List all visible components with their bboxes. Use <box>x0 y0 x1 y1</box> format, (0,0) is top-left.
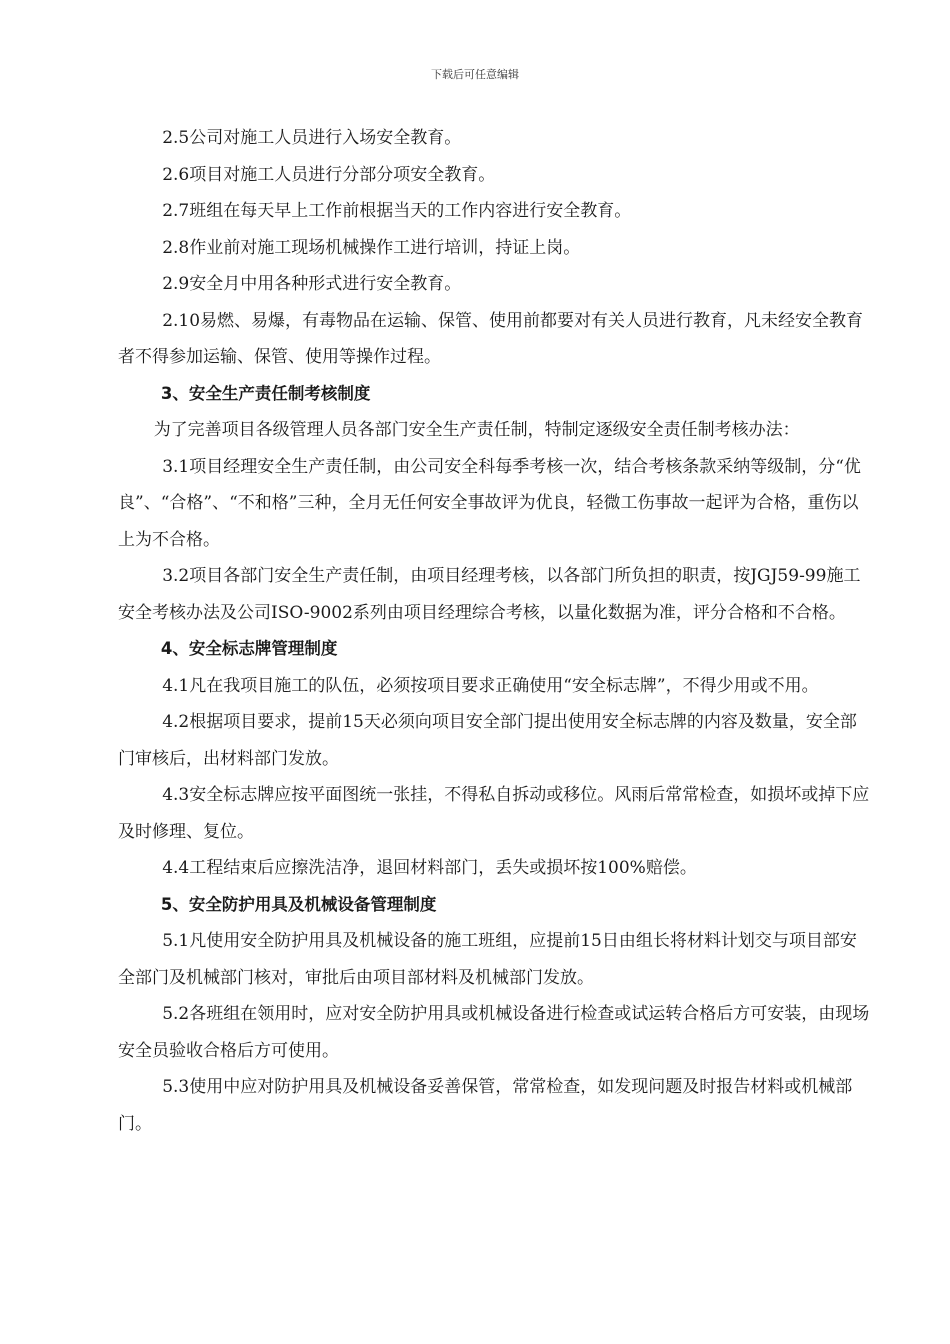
paragraph: 2.10易燃、易爆，有毒物品在运输、保管、使用前都要对有关人员进行教育，凡未经安全教育者不得参加运输、保管、使用等操作过程。 <box>118 310 864 367</box>
paragraph: 2.8作业前对施工现场机械操作工进行培训，持证上岗。 <box>162 237 581 258</box>
paragraph: 4.2根据项目要求，提前15天必须向项目安全部门提出使用安全标志牌的内容及数量，安全部门审核后，出材料部门发放。 <box>118 712 857 769</box>
paragraph: 4.4工程结束后应擦洗洁净，退回材料部门，丢失或损坏按100%赔偿。 <box>162 858 697 878</box>
paragraph: 为了完善项目各级管理人员各部门安全生产责任制，特制定逐级安全责任制考核办法： <box>153 420 800 440</box>
section-heading: 3、安全生产责任制考核制度 <box>160 383 371 403</box>
paragraph: 4.3安全标志牌应按平面图统一张挂，不得私自拆动或移位。风雨后常常检查，如损坏或掉下应及时修理、复位。 <box>118 785 870 842</box>
paragraph: 5.1凡使用安全防护用具及机械设备的施工班组，应提前15日由组长将材料计划交与项目部安全部门及机械部门核对，审批后由项目部材料及机械部门发放。 <box>118 931 857 988</box>
section-heading: 5、安全防护用具及机械设备管理制度 <box>160 894 437 914</box>
paragraph: 2.9安全月中用各种形式进行安全教育。 <box>162 274 462 294</box>
paragraph: 3.1项目经理安全生产责任制，由公司安全科每季考核一次，结合考核条款采纳等级制，分“优良”、“合格”、“不和格”三种，全月无任何安全事故评为优良，轻微工伤事故一起评为合格，重伤以上为不合格。 <box>118 456 861 550</box>
section-heading: 4、安全标志牌管理制度 <box>160 639 338 658</box>
paragraph: 5.3使用中应对防护用具及机械设备妥善保管，常常检查，如发现问题及时报告材料或机械部门。 <box>118 1077 853 1134</box>
page-header-note: 下载后可任意编辑 <box>431 68 519 81</box>
paragraph: 2.6项目对施工人员进行分部分项安全教育。 <box>162 164 496 185</box>
paragraph: 2.5公司对施工人员进行入场安全教育。 <box>162 128 462 148</box>
paragraph: 4.1凡在我项目施工的队伍，必须按项目要求正确使用“安全标志牌”，不得少用或不用。 <box>162 675 819 696</box>
paragraph: 5.2各班组在领用时，应对安全防护用具或机械设备进行检查或试运转合格后方可安装，由现场安全员验收合格后方可使用。 <box>118 1004 870 1061</box>
paragraph: 2.7班组在每天早上工作前根据当天的工作内容进行安全教育。 <box>162 201 632 221</box>
paragraph: 3.2项目各部门安全生产责任制，由项目经理考核，以各部门所负担的职责，按JGJ59-99施工安全考核办法及公司ISO-9002系列由项目经理综合考核，以量化数据为准，评分合格和不合格。 <box>118 566 861 623</box>
document-body <box>118 120 870 1142</box>
